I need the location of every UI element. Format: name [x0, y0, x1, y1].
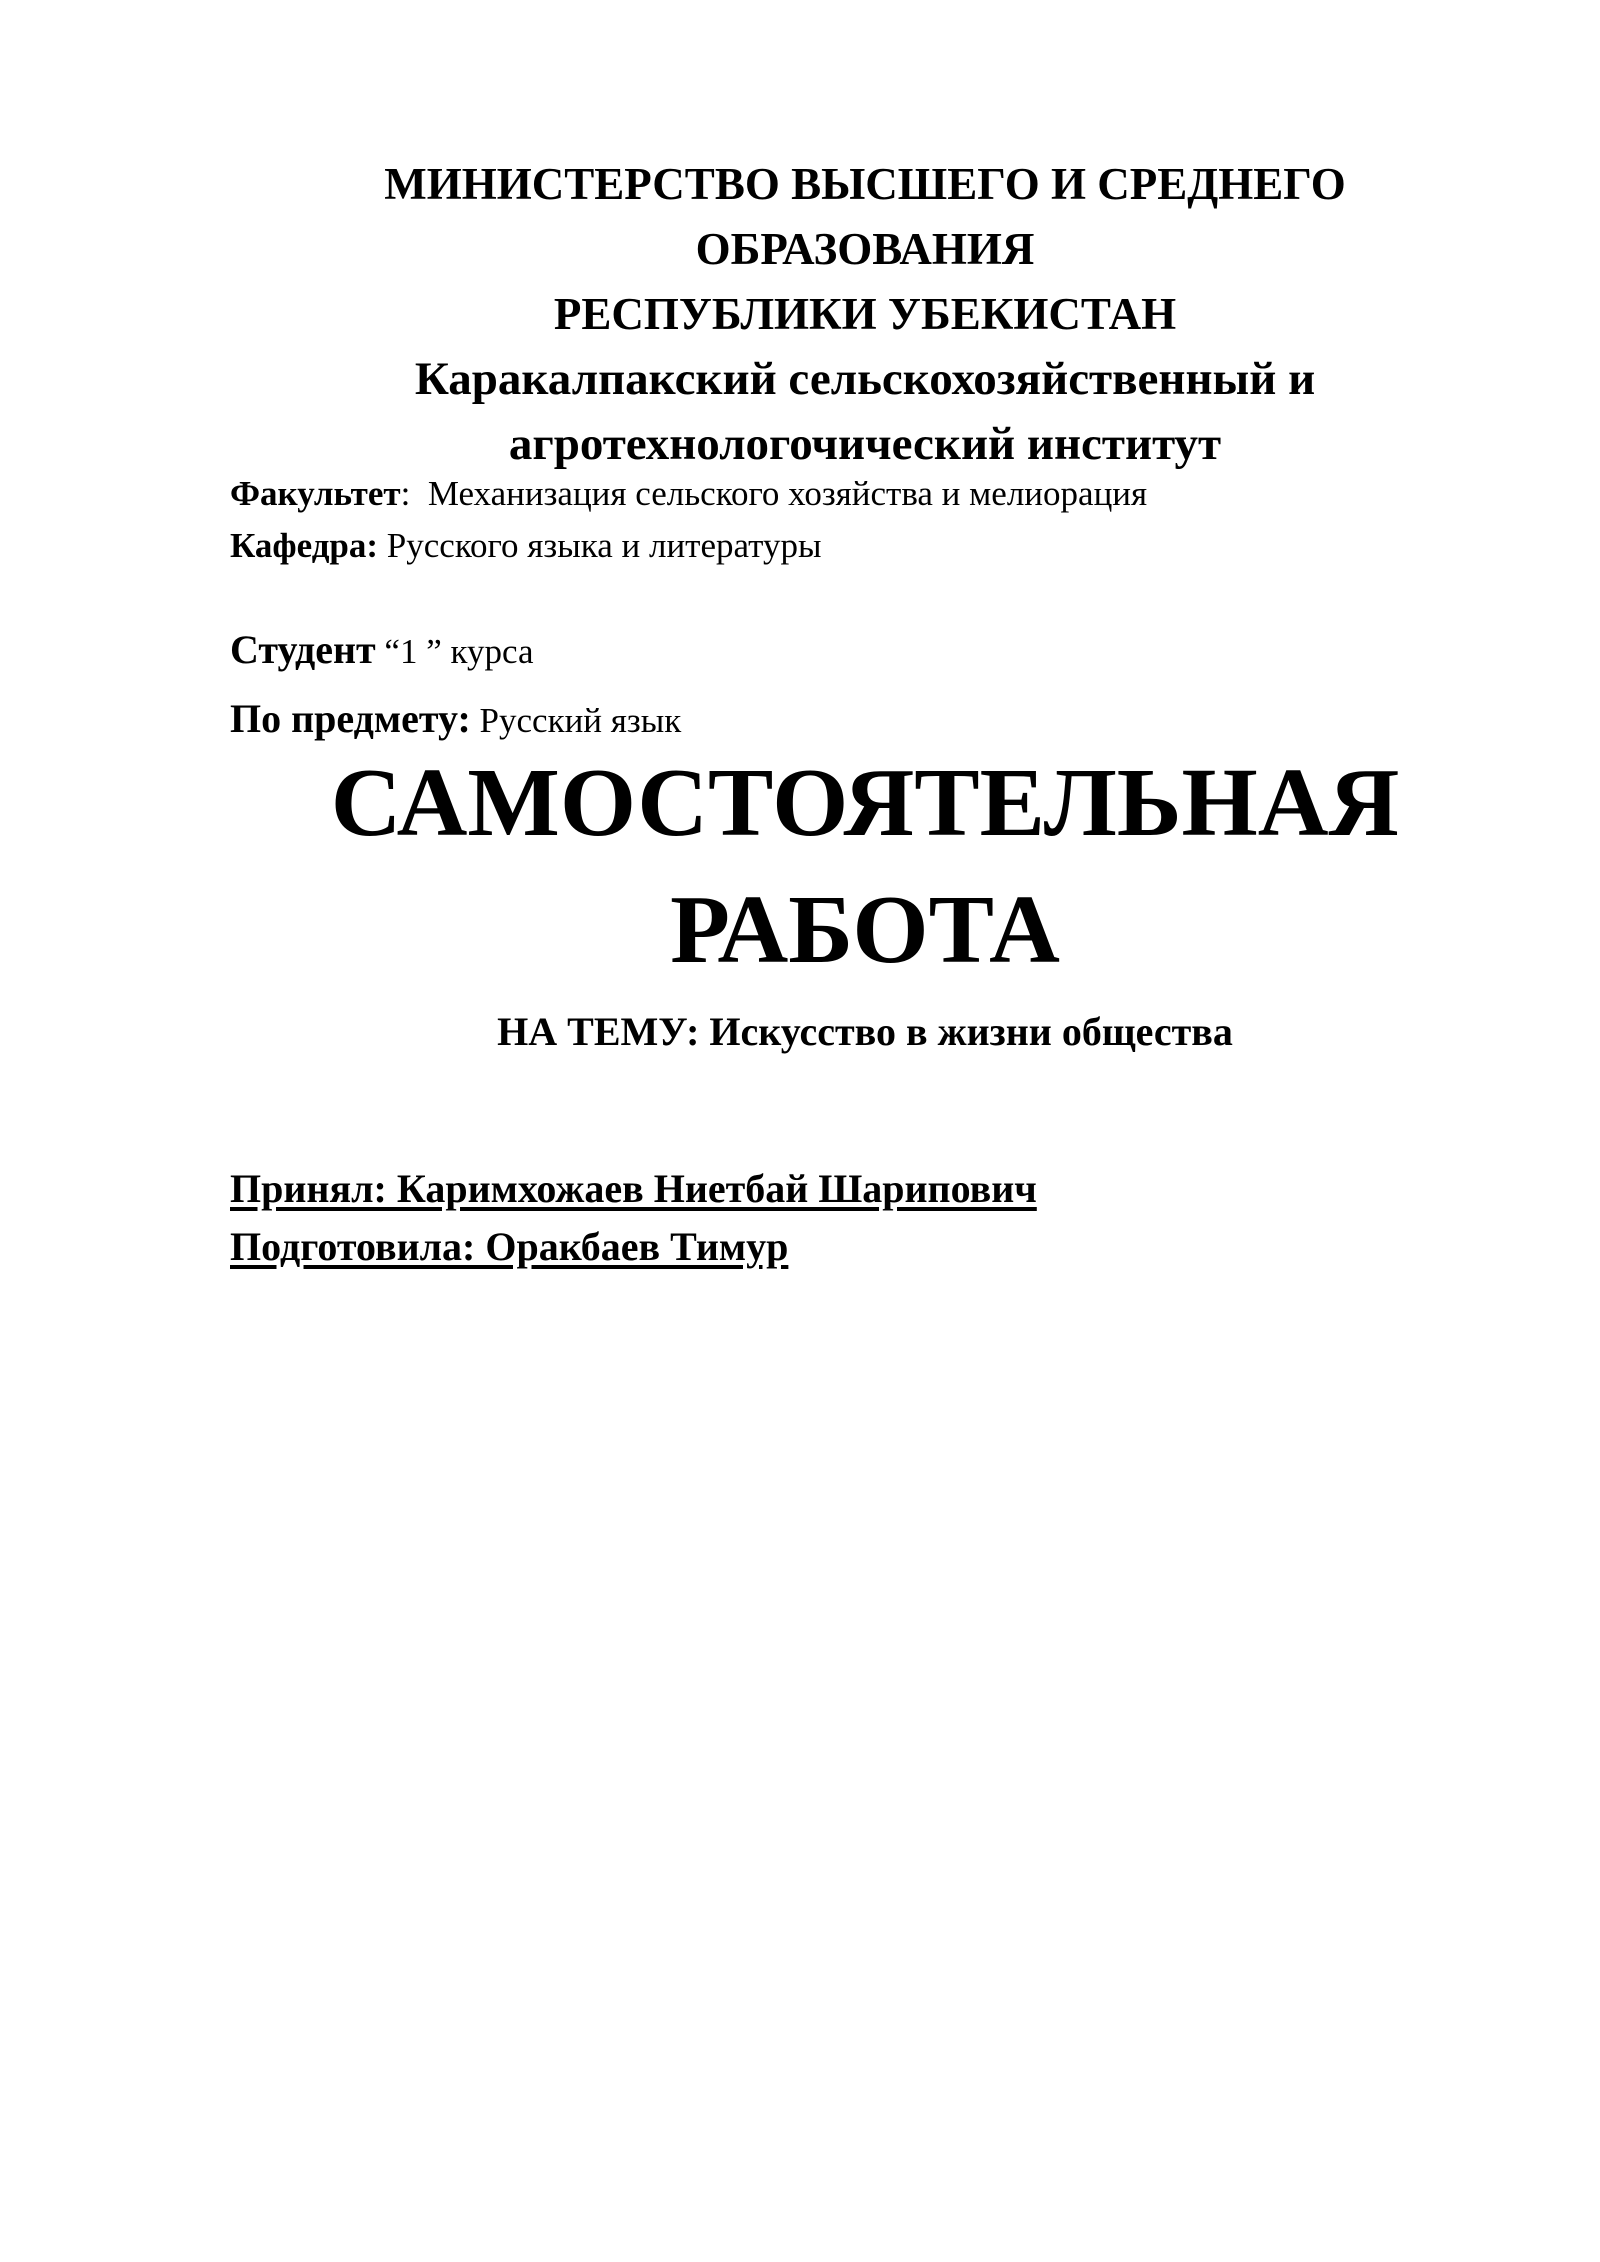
student-course-value: “1 ” курса	[375, 632, 534, 671]
ministry-title-line-3: РЕСПУБЛИКИ УБЕКИСТАН	[553, 289, 1177, 339]
ministry-title-line-2: ОБРАЗОВАНИЯ	[695, 224, 1035, 274]
topic-line: НА ТЕМУ: Искусство в жизни общества	[497, 1009, 1233, 1054]
department-label: Кафедра:	[230, 526, 379, 565]
accepted-by-line: Принял: Каримхожаев Ниетбай Шарипович	[230, 1166, 1037, 1211]
signature-block	[230, 1160, 1430, 1276]
work-title-line-1: САМОСТОЯТЕЛЬНАЯ	[330, 749, 1400, 857]
info-block	[230, 468, 1430, 572]
ministry-title-line-1: МИНИСТЕРСТВО ВЫСШЕГО И СРЕДНЕГО	[384, 159, 1346, 209]
faculty-value: : Механизация сельского хозяйства и мелиорация	[400, 474, 1148, 513]
header-block	[230, 152, 1500, 477]
institute-name-line-1: Каракалпакский сельскохозяйственный и	[414, 353, 1316, 405]
subject-value: Русский язык	[470, 701, 682, 740]
student-label: Студент	[230, 627, 376, 672]
student-block	[230, 620, 1430, 758]
faculty-label: Факультет	[230, 474, 401, 513]
prepared-by-line: Подготовила: Оракбаев Тимур	[230, 1224, 789, 1269]
department-line	[230, 520, 1430, 572]
work-title-line-2: РАБОТА	[670, 876, 1060, 984]
student-line	[230, 620, 1430, 689]
subject-label: По предмету:	[230, 696, 471, 741]
faculty-line	[230, 468, 1430, 520]
department-value: Русского языка и литературы	[378, 526, 822, 565]
institute-name-line-2: агротехнологочический институт	[508, 418, 1222, 470]
title-block	[230, 740, 1500, 1062]
